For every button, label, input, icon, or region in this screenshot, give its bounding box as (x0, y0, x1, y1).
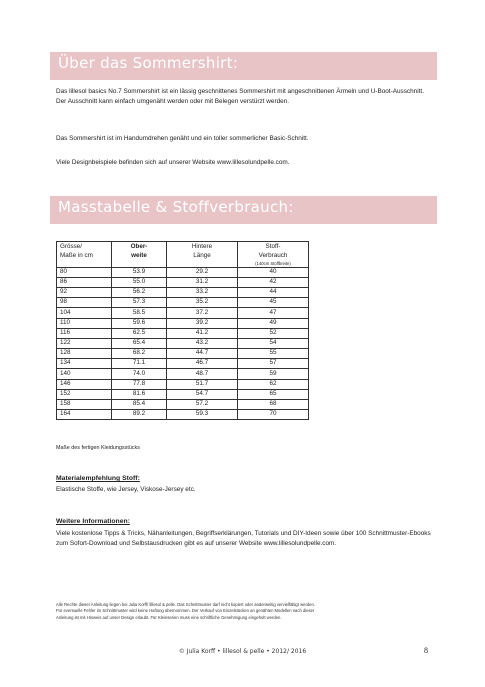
table-cell: 40 (238, 267, 309, 277)
material-heading: Materialempfehlung Stoff: (56, 475, 140, 482)
table-cell: 65.4 (112, 338, 167, 348)
section-title: Masstabelle & Stoffverbrauch: (58, 198, 294, 216)
material-text: Elastische Stoffe, wie Jersey, Viskose-Jersey etc. (56, 486, 196, 493)
table-cell: 86 (57, 277, 112, 287)
table-row (57, 338, 309, 348)
table-cell: 55 (238, 349, 309, 359)
table-cell: 53.9 (112, 267, 167, 277)
table-cell: 33.2 (167, 287, 238, 297)
table-note: Maße des fertigen Kleidungsstücks (56, 445, 140, 451)
intro-paragraph: Viele Designbeispiele befinden sich auf unserer Website www.lillesolundpelle.com. (56, 159, 290, 166)
table-cell: 140 (57, 369, 112, 379)
table-row (57, 369, 309, 379)
table-row (57, 359, 309, 369)
table-cell: 55.0 (112, 277, 167, 287)
table-row (57, 328, 309, 338)
table-cell: 37.2 (167, 308, 238, 318)
header-chest: Ober- weite (112, 242, 167, 268)
table-header-row (57, 242, 309, 268)
table-cell: 62 (238, 379, 309, 389)
table-cell: 146 (57, 379, 112, 389)
table-cell: 80 (57, 267, 112, 277)
table-row (57, 308, 309, 318)
table-cell: 89.2 (112, 410, 167, 420)
table-row (57, 318, 309, 328)
table-cell: 62.5 (112, 328, 167, 338)
intro-paragraph: Das lillesol basics No.7 Sommershirt ist ein lässig geschnittenes Sommershirt mit angeschnittenen Ärmeln und U-Boot-Ausschnitt. Der Ausschnitt kann einfach umgenäht werden oder mit Belegen verstürzt werden. (56, 88, 424, 105)
table-cell: 46.7 (167, 359, 238, 369)
table-cell: 43.2 (167, 338, 238, 348)
table-cell: 164 (57, 410, 112, 420)
table-cell: 51.7 (167, 379, 238, 389)
table-row (57, 349, 309, 359)
table-cell: 48.7 (167, 369, 238, 379)
table-cell: 116 (57, 328, 112, 338)
table-cell: 68 (238, 400, 309, 410)
table-cell: 81.6 (112, 389, 167, 399)
table-cell: 59.6 (112, 318, 167, 328)
table-cell: 77.8 (112, 379, 167, 389)
table-cell: 54.7 (167, 389, 238, 399)
intro-paragraph: Das Sommershirt ist im Handumdrehen genäht und ein toller sommerlicher Basic-Schnitt. (56, 135, 309, 142)
table-cell: 71.1 (112, 359, 167, 369)
table-cell: 70 (238, 410, 309, 420)
section-banner-table (50, 196, 437, 224)
table-row (57, 400, 309, 410)
header-size: Grösse/ Maße in cm (57, 242, 112, 268)
info-text: Viele kostenlose Tipps & Tricks, Nähanleitungen, Begriffserklärungen, Tutorials und DIY-Ideen sowie über 100 Schnittmuster-Ebooks zum Sofort-Download und Selbstausdrucken gibt es auf unserer Website www.lillesolundpelle.com. (56, 530, 431, 547)
table-row (57, 379, 309, 389)
table-cell: 104 (57, 308, 112, 318)
table-cell: 45 (238, 298, 309, 308)
legal-footnote: Alle Rechte dieser Anleitung liegen bei Julia Korff/ lillesol & pelle. Das Schnittmuster darf nicht kopiert oder anderweitig vervielfältigt werden. Für eventuelle Fehler im Schnittmuster wird keine Haftung übernommen. Der Verkauf von Einzelstücken an genähten Modellen nach dieser Anleitung ist mit Hinweis auf unser Design erlaubt. Für Kleinserien muss eine schriftliche Genehmigung eingeholt werden. (56, 602, 315, 620)
table-row (57, 277, 309, 287)
table-row (57, 287, 309, 297)
table-cell: 122 (57, 338, 112, 348)
table-cell: 39.2 (167, 318, 238, 328)
section-title: Über das Sommershirt: (58, 54, 239, 72)
table-cell: 42 (238, 277, 309, 287)
table-cell: 68.2 (112, 349, 167, 359)
table-cell: 85.4 (112, 400, 167, 410)
header-back-length: Hintere Länge (167, 242, 238, 268)
table-cell: 29.2 (167, 267, 238, 277)
table-body (57, 267, 309, 420)
table-cell: 128 (57, 349, 112, 359)
table-cell: 110 (57, 318, 112, 328)
table-cell: 49 (238, 318, 309, 328)
section-banner-intro (50, 52, 437, 80)
header-fabric-usage: Stoff- Verbrauch (140cm Stoffbreite) (238, 242, 309, 268)
table-cell: 56.2 (112, 287, 167, 297)
table-cell: 152 (57, 389, 112, 399)
table-cell: 59.3 (167, 410, 238, 420)
table-cell: 57 (238, 359, 309, 369)
table-row (57, 410, 309, 420)
table-cell: 52 (238, 328, 309, 338)
table-cell: 41.2 (167, 328, 238, 338)
table-cell: 47 (238, 308, 309, 318)
table-cell: 58.5 (112, 308, 167, 318)
table-cell: 35.2 (167, 298, 238, 308)
table-cell: 44 (238, 287, 309, 297)
info-heading: Weitere Informationen: (56, 518, 130, 525)
table-cell: 54 (238, 338, 309, 348)
size-table (56, 241, 309, 420)
table-cell: 57.3 (112, 298, 167, 308)
table-cell: 134 (57, 359, 112, 369)
table-cell: 92 (57, 287, 112, 297)
table-cell: 74.0 (112, 369, 167, 379)
table-cell: 59 (238, 369, 309, 379)
table-cell: 44.7 (167, 349, 238, 359)
table-cell: 98 (57, 298, 112, 308)
table-cell: 158 (57, 400, 112, 410)
table-cell: 31.2 (167, 277, 238, 287)
page-number: 8 (424, 646, 428, 655)
table-row (57, 298, 309, 308)
table-row (57, 267, 309, 277)
page-footer: © Julia Korff • lillesol & pelle • 2012/ 2016 (178, 648, 307, 655)
table-row (57, 389, 309, 399)
table-cell: 57.2 (167, 400, 238, 410)
table-cell: 65 (238, 389, 309, 399)
